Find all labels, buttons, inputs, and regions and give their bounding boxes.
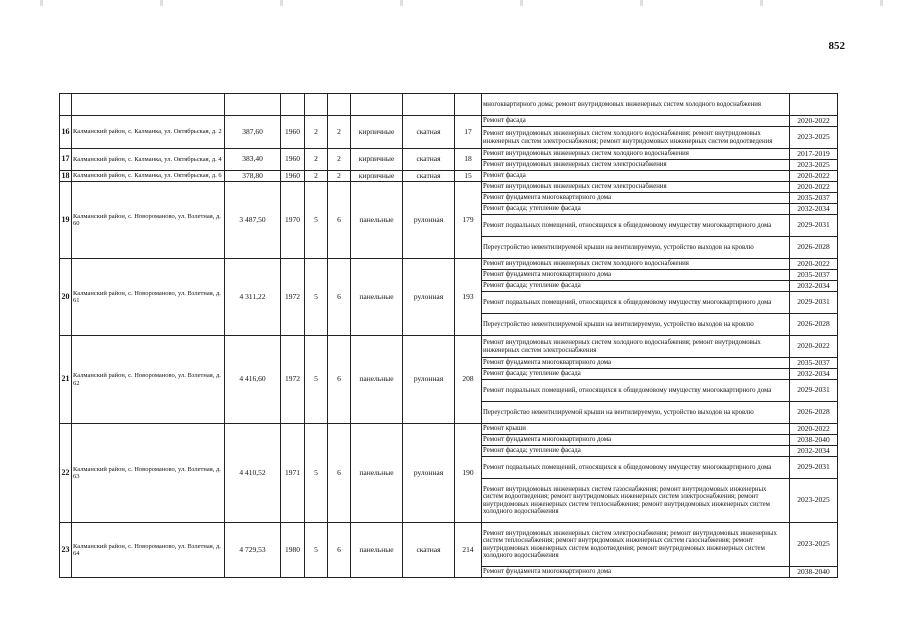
repair-work: Ремонт внутридомовых инженерных систем холодного водоснабжения; ремонт внутридомовых инженерных систем электроснабжения: [482, 336, 790, 358]
building-number: 22: [60, 424, 72, 523]
building-area: 4 311,22: [225, 259, 281, 336]
building-address: Калманский район, с. Новороманово, ул. Взлетная, д. 61: [72, 259, 225, 336]
building-area: 4 729,53: [225, 523, 281, 578]
repair-period: 2020-2022: [790, 171, 838, 182]
building-walls: панельные: [351, 259, 403, 336]
repair-period: 2029-2031: [790, 215, 838, 237]
building-area: 378,80: [225, 171, 281, 182]
repair-work: Ремонт фундамента многоквартирного дома: [482, 270, 790, 281]
building-walls: кирпичные: [351, 149, 403, 171]
repair-work: Ремонт подвальных помещений, относящихся к общедомовому имуществу многоквартирного дома: [482, 457, 790, 479]
table-row: [60, 523, 838, 567]
building-roof: рулонная: [403, 336, 455, 424]
repair-work: Ремонт фасада: [482, 171, 790, 182]
repair-period: 2023-2025: [790, 479, 838, 523]
building-floors: 2: [305, 171, 328, 182]
repair-work: Ремонт внутридомовых инженерных систем газоснабжения; ремонт внутридомовых инженерных систем водоотведения; ремонт внутридомовых инженерных систем электроснабжения; ремонт внутридомовых инженерных систем теплоснабжения; ремонт внутридомовых инженерных систем холодного водоснабжения: [482, 479, 790, 523]
building-year: 1980: [281, 523, 305, 578]
building-area: 387,60: [225, 116, 281, 149]
building-floors: 2: [305, 116, 328, 149]
building-walls: панельные: [351, 523, 403, 578]
repair-work: Ремонт крыши: [482, 424, 790, 435]
repair-work: Ремонт подвальных помещений, относящихся к общедомовому имуществу многоквартирного дома: [482, 215, 790, 237]
repair-work: Ремонт внутридомовых инженерных систем электроснабжения: [482, 182, 790, 193]
building-residents: 208: [455, 336, 482, 424]
repair-work: Ремонт фасада: [482, 116, 790, 127]
building-address: Калманский район, с. Новороманово, ул. Взлетная, д. 60: [72, 182, 225, 259]
scan-artifact: [0, 0, 905, 6]
building-roof: скатная: [403, 171, 455, 182]
building-entrances: 6: [328, 424, 351, 523]
repair-period: 2026-2028: [790, 402, 838, 424]
building-residents: 17: [455, 116, 482, 149]
building-walls: кирпичные: [351, 171, 403, 182]
building-area: 4 410,52: [225, 424, 281, 523]
building-roof: рулонная: [403, 424, 455, 523]
building-number: 19: [60, 182, 72, 259]
repair-work: Ремонт подвальных помещений, относящихся к общедомовому имуществу многоквартирного дома: [482, 380, 790, 402]
area-cell: [225, 94, 281, 116]
table-row: [60, 424, 838, 435]
repair-period: 2029-2031: [790, 457, 838, 479]
building-address: Калманский район, с. Калманка, ул. Октябрьская, д. 4: [72, 149, 225, 171]
repair-period: 2020-2022: [790, 182, 838, 193]
building-walls: кирпичные: [351, 116, 403, 149]
repair-period: 2032-2034: [790, 369, 838, 380]
building-area: 383,40: [225, 149, 281, 171]
repair-period: 2029-2031: [790, 380, 838, 402]
repair-period: 2032-2034: [790, 446, 838, 457]
repair-period: 2023-2025: [790, 523, 838, 567]
building-roof: скатная: [403, 116, 455, 149]
building-entrances: 2: [328, 149, 351, 171]
repair-period: 2026-2028: [790, 314, 838, 336]
table-row: [60, 116, 838, 127]
building-number: 23: [60, 523, 72, 578]
building-number: 17: [60, 149, 72, 171]
building-year: 1972: [281, 259, 305, 336]
repair-work: Переустройство невентилируемой крыши на вентилируемую, устройство выходов на кровлю: [482, 314, 790, 336]
repair-period: 2020-2022: [790, 116, 838, 127]
building-walls: панельные: [351, 182, 403, 259]
repair-period: 2035-2037: [790, 270, 838, 281]
table-body: [60, 94, 838, 578]
building-address: Калманский район, с. Калманка, ул. Октябрьская, д. 2: [72, 116, 225, 149]
entrances-cell: [328, 94, 351, 116]
building-roof: скатная: [403, 149, 455, 171]
repair-period: 2020-2022: [790, 336, 838, 358]
repair-work: Ремонт внутридомовых инженерных систем холодного водоснабжения; ремонт внутридомовых инженерных систем электроснабжения; ремонт внутридомовых инженерных систем водоотведения: [482, 127, 790, 149]
building-roof: рулонная: [403, 182, 455, 259]
building-residents: 179: [455, 182, 482, 259]
repair-period: 2038-2040: [790, 567, 838, 578]
building-year: 1970: [281, 182, 305, 259]
building-address: Калманский район, с. Новороманово, ул. Взлетная, д. 62: [72, 336, 225, 424]
building-address: Калманский район, с. Новороманово, ул. Взлетная, д. 63: [72, 424, 225, 523]
building-floors: 5: [305, 336, 328, 424]
building-entrances: 2: [328, 171, 351, 182]
repair-work: Ремонт внутридомовых инженерных систем электроснабжения; ремонт внутридомовых инженерных систем теплоснабжения; ремонт внутридомовых инженерных систем газоснабжения; ремонт внутридомовых инженерных систем водоотведения; ремонт внутридомовых инженерных систем холодного водоснабжения: [482, 523, 790, 567]
repair-period: 2032-2034: [790, 281, 838, 292]
repair-period: 2038-2040: [790, 435, 838, 446]
building-floors: 5: [305, 182, 328, 259]
building-floors: 5: [305, 424, 328, 523]
building-area: 3 487,50: [225, 182, 281, 259]
building-floors: 5: [305, 523, 328, 578]
building-roof: скатная: [403, 523, 455, 578]
building-year: 1960: [281, 171, 305, 182]
repair-work: Ремонт внутридомовых инженерных систем электроснабжения: [482, 160, 790, 171]
repair-work: Ремонт фундамента многоквартирного дома: [482, 358, 790, 369]
repair-work: Ремонт фундамента многоквартирного дома: [482, 435, 790, 446]
repair-period: 2026-2028: [790, 237, 838, 259]
repair-work: Переустройство невентилируемой крыши на вентилируемую, устройство выходов на кровлю: [482, 402, 790, 424]
repair-work: Ремонт внутридомовых инженерных систем холодного водоснабжения: [482, 259, 790, 270]
table-row: [60, 171, 838, 182]
repair-period: 2023-2025: [790, 160, 838, 171]
walls-cell: [351, 94, 403, 116]
work-cell: многоквартирного дома; ремонт внутридомовых инженерных систем холодного водоснабжения: [482, 94, 790, 116]
building-entrances: 6: [328, 523, 351, 578]
building-residents: 193: [455, 259, 482, 336]
repair-work: Ремонт фасада; утепление фасада: [482, 281, 790, 292]
repair-period: 2023-2025: [790, 127, 838, 149]
building-number: 21: [60, 336, 72, 424]
building-entrances: 2: [328, 116, 351, 149]
building-number: 20: [60, 259, 72, 336]
num-cell: [60, 94, 72, 116]
year-cell: [281, 94, 305, 116]
repair-period: 2020-2022: [790, 259, 838, 270]
repair-period: 2029-2031: [790, 292, 838, 314]
building-roof: рулонная: [403, 259, 455, 336]
building-residents: 15: [455, 171, 482, 182]
building-area: 4 416,60: [225, 336, 281, 424]
repair-period: 2032-2034: [790, 204, 838, 215]
building-address: Калманский район, с. Новороманово, ул. Взлетная, д. 64: [72, 523, 225, 578]
repair-work: Ремонт фундамента многоквартирного дома: [482, 567, 790, 578]
building-residents: 18: [455, 149, 482, 171]
repair-work: Ремонт фасада; утепление фасада: [482, 369, 790, 380]
building-walls: панельные: [351, 424, 403, 523]
building-residents: 214: [455, 523, 482, 578]
repair-period: 2035-2037: [790, 358, 838, 369]
period-cell: [790, 94, 838, 116]
table-row: [60, 182, 838, 193]
repair-period: 2035-2037: [790, 193, 838, 204]
roof-cell: [403, 94, 455, 116]
repair-work: Ремонт внутридомовых инженерных систем холодного водоснабжения: [482, 149, 790, 160]
repair-work: Ремонт фасада; утепление фасада: [482, 204, 790, 215]
building-walls: панельные: [351, 336, 403, 424]
residents-cell: [455, 94, 482, 116]
address-cell: [72, 94, 225, 116]
repair-work: Ремонт подвальных помещений, относящихся к общедомовому имуществу многоквартирного дома: [482, 292, 790, 314]
building-number: 18: [61, 170, 70, 180]
page-number: 852: [828, 40, 845, 52]
table-row: [60, 149, 838, 160]
building-entrances: 6: [328, 336, 351, 424]
building-entrances: 6: [328, 259, 351, 336]
repair-period: 2020-2022: [790, 424, 838, 435]
table-row: [60, 336, 838, 358]
building-entrances: 6: [328, 182, 351, 259]
building-year: 1971: [281, 424, 305, 523]
table-row: [60, 259, 838, 270]
repair-period: 2017-2019: [790, 149, 838, 160]
table-row-continuation: [60, 94, 838, 116]
building-floors: 5: [305, 259, 328, 336]
building-address: Калманский район, с. Калманка, ул. Октябрьская, д. 6: [72, 171, 225, 182]
housing-repair-table: [59, 93, 838, 578]
building-year: 1972: [281, 336, 305, 424]
building-year: 1960: [281, 116, 305, 149]
building-number: 16: [60, 116, 72, 149]
building-residents: 190: [455, 424, 482, 523]
repair-work: Ремонт фундамента многоквартирного дома: [482, 193, 790, 204]
repair-work: Ремонт фасада; утепление фасада: [482, 446, 790, 457]
building-year: 1960: [281, 149, 305, 171]
building-floors: 2: [305, 149, 328, 171]
floors-cell: [305, 94, 328, 116]
repair-work: Переустройство невентилируемой крыши на вентилируемую, устройство выходов на кровлю: [482, 237, 790, 259]
